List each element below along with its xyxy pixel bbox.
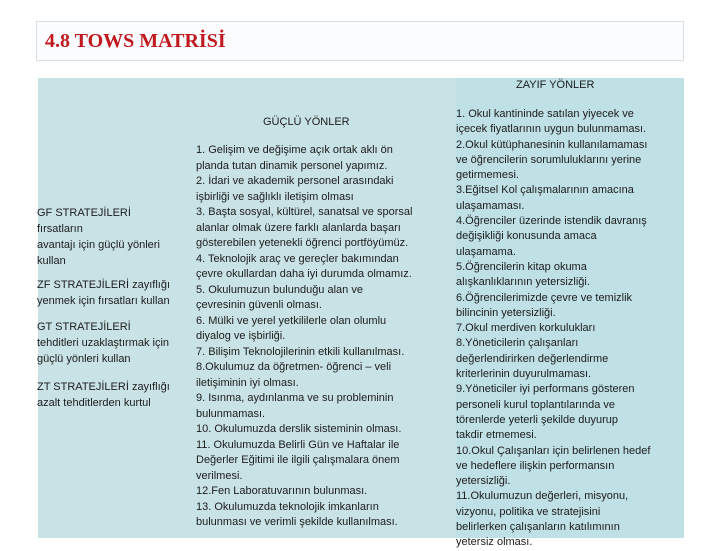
weakness-line: yetersizliği. (456, 475, 511, 488)
strength-line: 10. Okulumuzda derslik sisteminin olması. (196, 423, 402, 435)
weakness-line: ulaşamama. (456, 245, 516, 258)
strength-line: alanlar olmak üzere farklı alanlarda başarı (196, 221, 401, 234)
strength-line: 7. Bilişim Teknolojilerinin etkili kullanılması. (196, 345, 405, 358)
weakness-line: 5.Öğrencilerin kitap okuma (456, 260, 587, 273)
weaknesses-list (456, 107, 650, 551)
weakness-line: 6.Öğrencilerimizde çevre ve temizlik (456, 291, 633, 304)
weakness-line: 3.Eğitsel Kol çalışmalarının amacına (456, 184, 634, 197)
zf-strategy (37, 277, 170, 309)
strength-line: çevresinin güvenli olması. (196, 299, 322, 311)
strength-line: gösterebilen yetenekli öğrenci portföyümüz. (196, 237, 409, 249)
weakness-line: 11.Okulumuzun değerleri, misyonu, (456, 490, 629, 503)
weakness-line: kriterlerinin duyurulmaması. (456, 368, 592, 381)
gt-strategy (37, 319, 169, 367)
gt-strategy-line: tehditleri uzaklaştırmak için (37, 337, 170, 349)
weakness-line: takdir etmemesi. (456, 429, 537, 442)
gt-strategy-line: güçlü yönleri kullan (37, 353, 131, 365)
strengths-list (196, 143, 412, 531)
weakness-line: 10.Okul Çalışanları için belirlenen hedef (456, 444, 651, 457)
strength-line: 11. Okulumuzda Belirli Gün ve Haftalar ile (196, 438, 400, 451)
weak-header: ZAYIF YÖNLER (516, 79, 595, 91)
strength-line: bulunmaması. (196, 407, 266, 420)
strength-line: 6. Mülki ve yerel yetkililerle olan olumlu (196, 314, 387, 327)
weakness-line: getirmemesi. (456, 169, 519, 182)
weakness-line: belirlerken çalışanların katılımının (456, 521, 620, 534)
strength-line: verilmesi. (196, 469, 243, 482)
strength-line: planda tutan dinamik personel yapımız. (196, 159, 388, 172)
strength-line: iletişiminin iyi olması. (196, 376, 299, 389)
weakness-line: ve hedeflere ilişkin performansın (456, 459, 615, 472)
weakness-line: değerlendirirken değerlendirme (456, 352, 609, 365)
weakness-line: alışkanlıklarının yetersizliği. (456, 276, 590, 289)
strength-line: Değerler Eğitimi ile ilgili çalışmalara önem (196, 454, 400, 466)
weakness-line: 4.Öğrenciler üzerinde istendik davranış (456, 215, 647, 228)
page-title: 4.8 TOWS MATRİSİ (45, 30, 226, 52)
title-box (36, 21, 684, 61)
gf-strategy-line: kullan (37, 255, 66, 267)
gf-strategy-line: avantajı için güçlü yönleri (37, 239, 160, 251)
strength-line: 1. Gelişim ve değişime açık ortak aklı ön (196, 144, 393, 156)
weakness-line: ve öğrencilerin sorumluluklarını yerine (456, 153, 642, 166)
strength-line: 9. Isınma, aydınlanma ve su probleminin (196, 392, 394, 404)
weakness-line: 8.Yöneticilerin çalışanları (456, 337, 579, 350)
weakness-line: personeli kurul toplantılarında ve (456, 398, 615, 411)
weakness-line: yetersiz olması. (456, 536, 533, 549)
gf-strategy (37, 205, 160, 269)
weakness-line: vizyonu, politika ve stratejisini (456, 505, 601, 518)
strength-line: işbirliği ve sağlıklı iletişim olması (196, 190, 354, 203)
strength-line: 8.Okulumuz da öğretmen- öğrenci – veli (196, 361, 392, 373)
zt-strategy-line: azalt tehditlerden kurtul (37, 397, 151, 409)
strength-line: 13. Okulumuzda teknolojik imkanların (196, 500, 379, 513)
strength-line: diyalog ve işbirliği. (196, 330, 286, 342)
strength-line: çevre okullardan daha iyi durumda olmamız. (196, 268, 412, 280)
weakness-line: bilincinin yetersizliği. (456, 306, 556, 319)
zf-strategy-line: ZF STRATEJİLERİ zayıflığı (37, 279, 171, 291)
gt-strategy-line: GT STRATEJİLERİ (37, 321, 131, 333)
weakness-line: 1. Okul kantininde satılan yiyecek ve (456, 108, 634, 120)
gf-strategy-line: fırsatların (37, 223, 83, 235)
strength-line: 2. İdari ve akademik personel arasındaki (196, 175, 394, 187)
strength-line: 5. Okulumuzun bulunduğu alan ve (196, 283, 363, 296)
strength-line: 3. Başta sosyal, kültürel, sanatsal ve sporsal (196, 206, 413, 218)
gf-strategy-line: GF STRATEJİLERİ (37, 207, 131, 219)
weakness-line: törenlerde yeterli şekilde duyurup (456, 413, 619, 426)
zt-strategy-line: ZT STRATEJİLERİ zayıflığı (37, 381, 170, 393)
weakness-line: 2.Okul kütüphanesinin kullanılamaması (456, 138, 648, 151)
weakness-line: içecek fiyatlarının uygun bulunmaması. (456, 123, 647, 136)
weakness-line: ulaşamaması. (456, 199, 525, 212)
weakness-line: değişikliği konusunda amaca (456, 230, 597, 243)
strength-line: 12.Fen Laboratuvarının bulunması. (196, 485, 368, 497)
strength-line: bulunması ve verimli şekilde kullanılması. (196, 516, 398, 528)
zt-strategy (37, 379, 170, 411)
strong-header: GÜÇLÜ YÖNLER (263, 116, 350, 128)
weakness-line: 7.Okul merdiven korkulukları (456, 322, 596, 335)
zf-strategy-line: yenmek için fırsatları kullan (37, 295, 170, 307)
strength-line: 4. Teknolojik araç ve gereçler bakımından (196, 252, 399, 265)
weakness-line: 9.Yöneticiler iyi performans gösteren (456, 383, 635, 396)
